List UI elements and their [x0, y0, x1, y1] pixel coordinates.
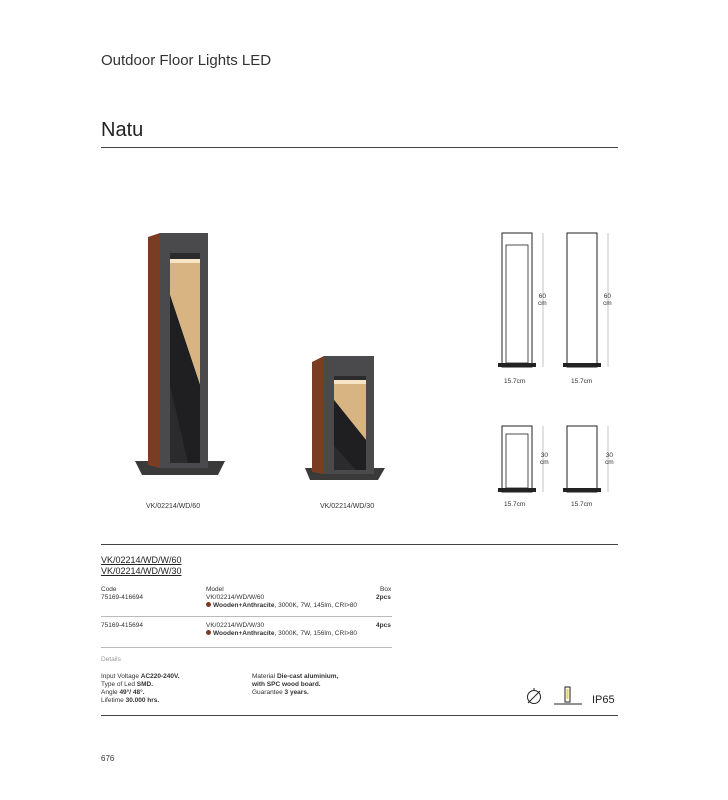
spec-led-type: Type of Led SMD. [101, 681, 154, 688]
product-codes [101, 555, 182, 577]
ip-rating: IP65 [592, 694, 615, 706]
large-lamp-photo [130, 225, 230, 505]
row1-model: VK/02214/WD/W/60 [206, 594, 265, 601]
short-side-height: 30 cm [605, 452, 614, 466]
spec-material: Material Die-cast aluminium, [252, 673, 339, 680]
short-side-width: 15.7cm [571, 501, 593, 508]
spec-input-voltage: Input Voltage AC220-240V. [101, 673, 180, 680]
page-number: 676 [101, 754, 115, 763]
spec-angle: Angle 49°/ 48°. [101, 689, 145, 696]
category-title: Outdoor Floor Lights LED [101, 52, 272, 69]
row2-model-cell [206, 622, 357, 638]
small-lamp-caption: VK/02214/WD/30 [320, 503, 375, 510]
details-label: Details [101, 656, 121, 663]
large-lamp-caption: VK/02214/WD/60 [146, 503, 201, 510]
spec-guarantee: Guarantee 3 years. [252, 689, 309, 696]
row1-specs: Wooden+Anthracite, 3000K, 7W, 145lm, CRI>80 [206, 602, 357, 610]
details-left [101, 673, 180, 705]
table-header-model: Model [206, 586, 224, 593]
small-lamp-photo [300, 350, 390, 490]
finish-color-dot [206, 602, 211, 607]
row2-box: 4pcs [376, 622, 391, 629]
floor-light-icon [552, 684, 584, 708]
table-header-box: Box [380, 586, 392, 593]
short-front-width: 15.7cm [504, 501, 526, 508]
short-front-height: 30 cm [540, 452, 549, 466]
footer-rule [101, 715, 618, 716]
tall-front-width: 15.7cm [504, 378, 526, 385]
tall-side-height: 60 cm [603, 293, 612, 307]
tall-side-width: 15.7cm [571, 378, 593, 385]
spec-lifetime: Lifetime 30.000 hrs. [101, 697, 160, 704]
table-bottom-divider [101, 647, 392, 648]
finish-color-dot [206, 630, 211, 635]
row1-model-cell [206, 594, 357, 610]
spec-material-2: with SPC wood board. [252, 681, 321, 688]
table-header-code: Code [101, 586, 117, 593]
tall-front-height: 60 cm [538, 293, 547, 307]
row2-model: VK/02214/WD/W/30 [206, 622, 265, 629]
row2-code: 75169-415694 [101, 622, 143, 629]
no-dimmer-icon [524, 686, 544, 706]
row1-code: 75169-416694 [101, 594, 143, 601]
product-code-60: VK/02214/WD/W/60 [101, 555, 182, 565]
row1-box: 2pcs [376, 594, 391, 601]
row2-specs: Wooden+Anthracite, 3000K, 7W, 156lm, CRI>80 [206, 630, 357, 638]
table-row-divider [101, 616, 392, 617]
section-rule [101, 544, 618, 545]
header-rule [101, 147, 618, 148]
details-right [252, 673, 338, 697]
product-title: Natu [101, 119, 144, 141]
product-code-30: VK/02214/WD/W/30 [101, 566, 182, 576]
